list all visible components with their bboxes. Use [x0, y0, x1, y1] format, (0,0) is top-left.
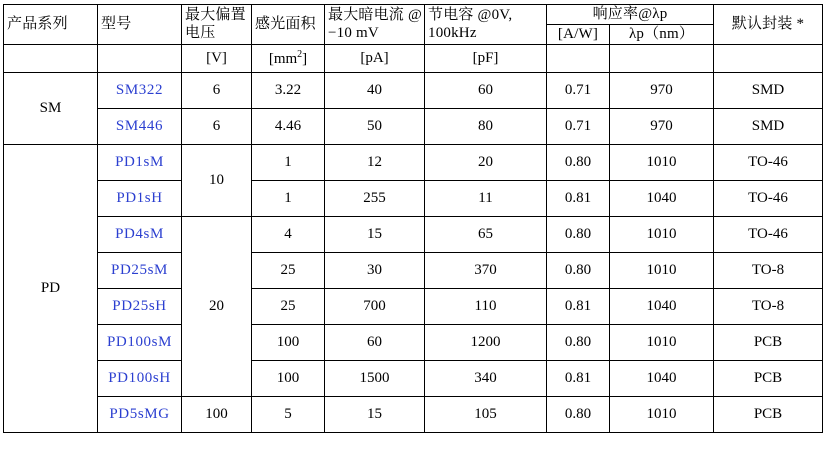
- table-row: [4, 253, 823, 289]
- header-junction-capacitance: [425, 5, 547, 45]
- junction-capacitance-cell: 20: [425, 145, 547, 181]
- table-row: [4, 181, 823, 217]
- wavelength-cell: 1010: [610, 217, 714, 253]
- bias-voltage-cell: 100: [182, 397, 252, 433]
- table-units-row: [4, 45, 823, 73]
- wavelength-cell: 1010: [610, 397, 714, 433]
- header-bias-voltage-label: 最大偏置电压: [185, 7, 246, 41]
- responsivity-cell: 0.81: [547, 289, 610, 325]
- spec-sheet: [0, 4, 825, 476]
- table-row: [4, 325, 823, 361]
- package-cell: PCB: [714, 397, 823, 433]
- wavelength-cell: 1010: [610, 325, 714, 361]
- model-cell[interactable]: SM446: [98, 109, 182, 145]
- table-header-row: [4, 5, 823, 25]
- table-row: [4, 145, 823, 181]
- dark-current-cell: 700: [325, 289, 425, 325]
- dark-current-cell: 1500: [325, 361, 425, 397]
- header-active-area-label: 感光面积: [255, 15, 316, 32]
- wavelength-cell: 1040: [610, 181, 714, 217]
- unit-model: [98, 45, 182, 73]
- junction-capacitance-cell: 105: [425, 397, 547, 433]
- junction-capacitance-cell: 65: [425, 217, 547, 253]
- wavelength-cell: 1040: [610, 361, 714, 397]
- junction-capacitance-cell: 110: [425, 289, 547, 325]
- package-cell: TO-8: [714, 289, 823, 325]
- family-cell-pd: PD: [4, 145, 98, 433]
- responsivity-cell: 0.81: [547, 361, 610, 397]
- unit-wavelength-blank: [610, 45, 714, 73]
- bias-voltage-cell: 20: [182, 217, 252, 397]
- package-cell: PCB: [714, 325, 823, 361]
- unit-package-blank: [714, 45, 823, 73]
- header-model-label: 型号: [101, 15, 132, 32]
- package-cell: TO-46: [714, 145, 823, 181]
- header-family-label: 产品系列: [7, 15, 68, 32]
- junction-capacitance-cell: 60: [425, 73, 547, 109]
- bias-voltage-cell: 6: [182, 109, 252, 145]
- table-row: [4, 217, 823, 253]
- header-responsivity-unit: [A/W]: [547, 25, 610, 45]
- header-wavelength-unit: λp（nm）: [610, 25, 714, 45]
- model-cell[interactable]: PD25sH: [98, 289, 182, 325]
- dark-current-cell: 12: [325, 145, 425, 181]
- package-cell: TO-46: [714, 181, 823, 217]
- dark-current-cell: 15: [325, 397, 425, 433]
- model-cell[interactable]: PD100sM: [98, 325, 182, 361]
- table-row: [4, 289, 823, 325]
- family-cell-sm: SM: [4, 73, 98, 145]
- header-active-area: [252, 5, 325, 45]
- dark-current-cell: 255: [325, 181, 425, 217]
- dark-current-cell: 50: [325, 109, 425, 145]
- header-family: [4, 5, 98, 45]
- responsivity-cell: 0.80: [547, 217, 610, 253]
- header-responsivity-group: [547, 5, 714, 25]
- active-area-cell: 100: [252, 361, 325, 397]
- active-area-cell: 100: [252, 325, 325, 361]
- unit-dark-current: [pA]: [325, 45, 425, 73]
- responsivity-cell: 0.71: [547, 109, 610, 145]
- header-bias-voltage: [182, 5, 252, 45]
- dark-current-cell: 60: [325, 325, 425, 361]
- wavelength-cell: 1010: [610, 145, 714, 181]
- responsivity-cell: 0.80: [547, 325, 610, 361]
- bias-voltage-cell: 6: [182, 73, 252, 109]
- active-area-cell: 3.22: [252, 73, 325, 109]
- header-junction-capacitance-label: 节电容 @0V, 100kHz: [428, 7, 513, 41]
- responsivity-cell: 0.81: [547, 181, 610, 217]
- header-responsivity-group-label: 响应率@λp: [592, 5, 668, 22]
- package-cell: TO-46: [714, 217, 823, 253]
- responsivity-cell: 0.80: [547, 253, 610, 289]
- model-cell[interactable]: PD1sH: [98, 181, 182, 217]
- active-area-cell: 4: [252, 217, 325, 253]
- model-cell[interactable]: PD4sM: [98, 217, 182, 253]
- wavelength-cell: 1040: [610, 289, 714, 325]
- header-package: [714, 5, 823, 45]
- model-cell[interactable]: SM322: [98, 73, 182, 109]
- unit-active-area: $[mm^2]$: [252, 45, 325, 73]
- active-area-cell: 25: [252, 289, 325, 325]
- active-area-cell: 4.46: [252, 109, 325, 145]
- wavelength-cell: 1010: [610, 253, 714, 289]
- model-cell[interactable]: PD5sMG: [98, 397, 182, 433]
- product-spec-table: [3, 4, 823, 433]
- bias-voltage-cell: 10: [182, 145, 252, 217]
- responsivity-cell: 0.80: [547, 145, 610, 181]
- package-cell: PCB: [714, 361, 823, 397]
- junction-capacitance-cell: 1200: [425, 325, 547, 361]
- junction-capacitance-cell: 11: [425, 181, 547, 217]
- dark-current-cell: 15: [325, 217, 425, 253]
- unit-bias-voltage: [V]: [182, 45, 252, 73]
- responsivity-cell: 0.80: [547, 397, 610, 433]
- table-row: [4, 361, 823, 397]
- junction-capacitance-cell: 80: [425, 109, 547, 145]
- header-dark-current-label: 最大暗电流 @ −10 mV: [328, 7, 422, 41]
- junction-capacitance-cell: 370: [425, 253, 547, 289]
- active-area-cell: 1: [252, 145, 325, 181]
- unit-responsivity-blank: [547, 45, 610, 73]
- model-cell[interactable]: PD100sH: [98, 361, 182, 397]
- dark-current-cell: 40: [325, 73, 425, 109]
- active-area-cell: 5: [252, 397, 325, 433]
- table-row: [4, 73, 823, 109]
- dark-current-cell: 30: [325, 253, 425, 289]
- active-area-cell: 1: [252, 181, 325, 217]
- responsivity-cell: 0.71: [547, 73, 610, 109]
- active-area-cell: 25: [252, 253, 325, 289]
- model-cell[interactable]: PD1sM: [98, 145, 182, 181]
- table-row: [4, 397, 823, 433]
- junction-capacitance-cell: 340: [425, 361, 547, 397]
- package-cell: TO-8: [714, 253, 823, 289]
- header-model: [98, 5, 182, 45]
- model-cell[interactable]: PD25sM: [98, 253, 182, 289]
- package-cell: SMD: [714, 73, 823, 109]
- unit-junction-capacitance: [pF]: [425, 45, 547, 73]
- unit-family: [4, 45, 98, 73]
- wavelength-cell: 970: [610, 73, 714, 109]
- package-cell: SMD: [714, 109, 823, 145]
- header-package-label: 默认封装 *: [731, 15, 805, 32]
- wavelength-cell: 970: [610, 109, 714, 145]
- table-row: [4, 109, 823, 145]
- header-dark-current: [325, 5, 425, 45]
